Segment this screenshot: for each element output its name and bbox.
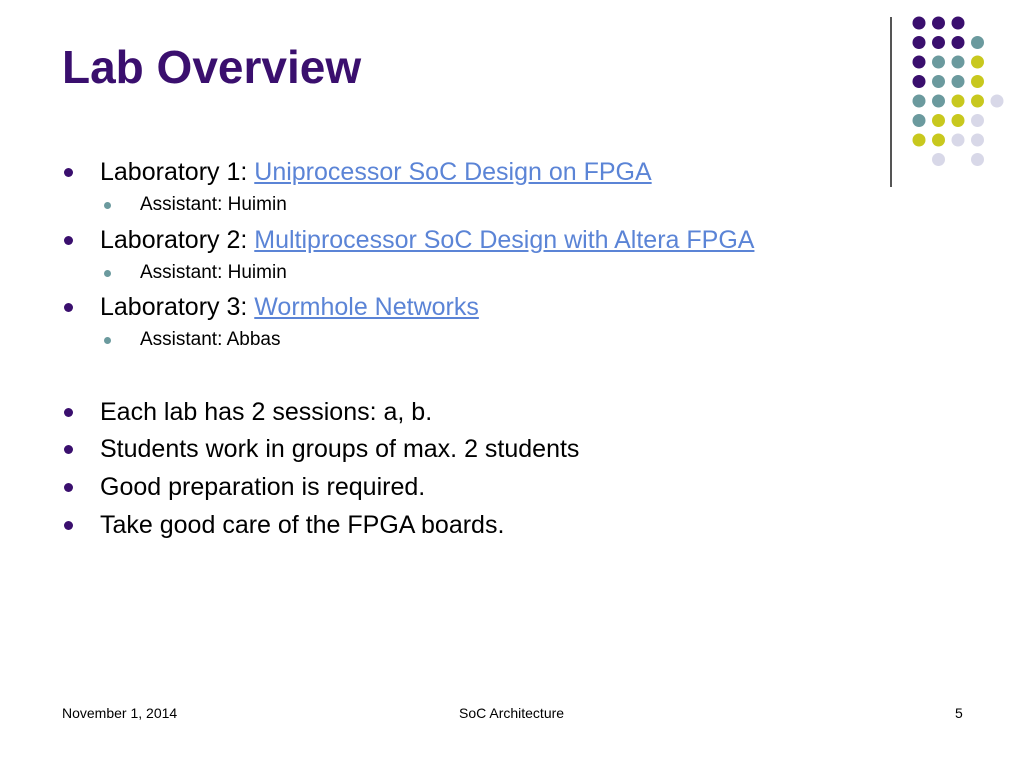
decorative-dot xyxy=(932,95,945,108)
lab-1-prefix: Laboratory 1: xyxy=(100,158,255,186)
lab-1-item xyxy=(100,157,652,187)
lab-2-assistant-text: Assistant: Huimin xyxy=(140,262,287,283)
slide-title: Lab Overview xyxy=(62,41,362,93)
sub-bullet-icon xyxy=(104,337,111,344)
bullet-icon xyxy=(64,521,73,530)
point-boards xyxy=(100,510,504,540)
lab-1-link[interactable]: Uniprocessor SoC Design on FPGA xyxy=(254,158,652,186)
point-text: Take good care of the FPGA boards. xyxy=(100,511,505,539)
decorative-dot xyxy=(971,56,984,69)
decorative-dot xyxy=(932,134,945,147)
lab-2-link[interactable]: Multiprocessor SoC Design with Altera FPGA xyxy=(254,226,755,254)
decorative-dot xyxy=(932,17,945,30)
decorative-dot xyxy=(932,36,945,49)
decorative-dot xyxy=(971,75,984,88)
point-text: Good preparation is required. xyxy=(100,473,426,501)
decorative-dot xyxy=(971,134,984,147)
point-text: Each lab has 2 sessions: a, b. xyxy=(100,398,433,426)
decorative-dot xyxy=(932,75,945,88)
sub-bullet-icon xyxy=(104,202,111,209)
bullet-icon xyxy=(64,168,73,177)
decorative-dot xyxy=(932,56,945,69)
decorative-dot xyxy=(913,17,926,30)
lab-3-link[interactable]: Wormhole Networks xyxy=(254,293,479,321)
bullet-icon xyxy=(64,408,73,417)
decorative-dot xyxy=(971,114,984,127)
decorative-dot xyxy=(913,95,926,108)
decorative-dot xyxy=(913,36,926,49)
bullet-icon xyxy=(64,303,73,312)
decorative-dot xyxy=(913,56,926,69)
lab-1-assistant-text: Assistant: Huimin xyxy=(140,194,287,215)
footer-date: November 1, 2014 xyxy=(62,705,178,721)
point-groups xyxy=(100,434,579,464)
footer-page-number: 5 xyxy=(955,705,963,721)
lab-3-assistant-text: Assistant: Abbas xyxy=(140,329,281,350)
decorative-dot xyxy=(913,114,926,127)
decorative-dot xyxy=(952,114,965,127)
decorative-dot xyxy=(971,153,984,166)
decorative-dot xyxy=(971,95,984,108)
lab-3-assistant xyxy=(140,328,280,352)
lab-2-prefix: Laboratory 2: xyxy=(100,226,255,254)
decorative-dot xyxy=(971,36,984,49)
bullet-icon xyxy=(64,445,73,454)
decorative-dot xyxy=(952,36,965,49)
divider-line xyxy=(890,17,892,187)
bullet-icon xyxy=(64,236,73,245)
decorative-dot xyxy=(932,114,945,127)
footer-course: SoC Architecture xyxy=(459,705,565,721)
decorative-dot xyxy=(932,153,945,166)
decorative-dot xyxy=(913,75,926,88)
decorative-dot xyxy=(952,134,965,147)
lab-1-assistant xyxy=(140,193,287,217)
decorative-dot xyxy=(952,56,965,69)
decorative-dot xyxy=(952,17,965,30)
point-text: Students work in groups of max. 2 students xyxy=(100,435,580,463)
sub-bullet-icon xyxy=(104,270,111,277)
decorative-dot xyxy=(913,134,926,147)
decorative-dot xyxy=(952,95,965,108)
bullet-icon xyxy=(64,483,73,492)
lab-2-item xyxy=(100,225,754,255)
decorative-dot xyxy=(952,75,965,88)
decorative-dot xyxy=(991,95,1004,108)
lab-2-assistant xyxy=(140,261,287,285)
point-sessions xyxy=(100,397,432,427)
lab-3-prefix: Laboratory 3: xyxy=(100,293,255,321)
lab-3-item xyxy=(100,292,479,322)
point-preparation xyxy=(100,472,425,502)
